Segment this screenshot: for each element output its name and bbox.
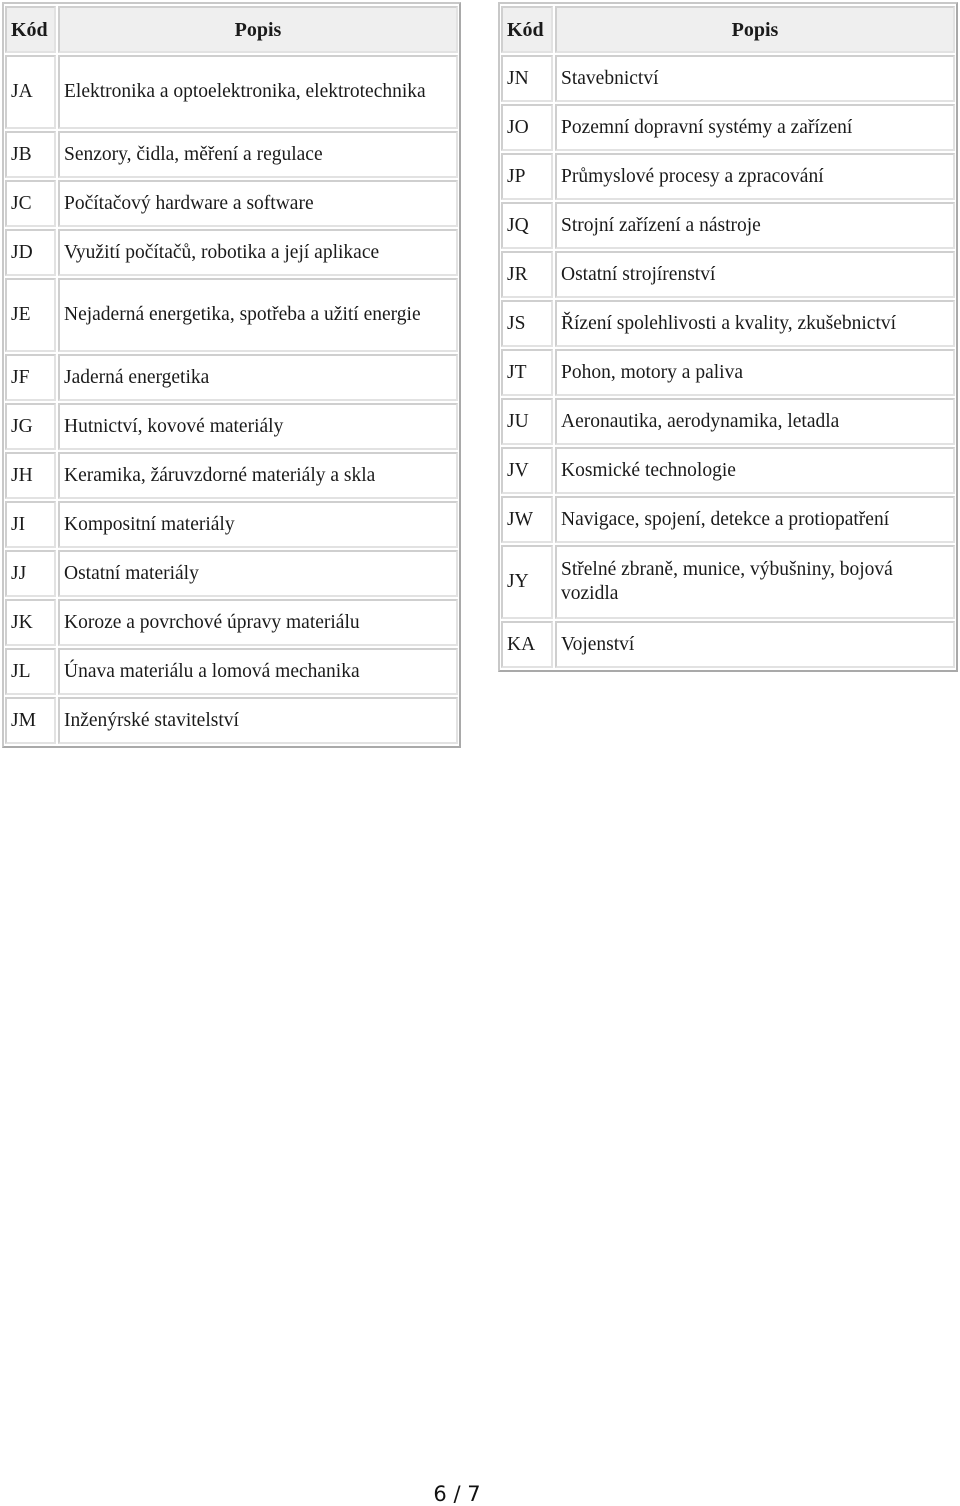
table-row [5, 550, 458, 597]
row-description: Navigace, spojení, detekce a protiopatření [555, 496, 955, 543]
table-row [5, 403, 458, 450]
row-code: JO [501, 104, 553, 151]
row-description: Využití počítačů, robotika a její aplikace [58, 229, 458, 276]
row-code: JD [5, 229, 56, 276]
row-description: Únava materiálu a lomová mechanika [58, 648, 458, 695]
row-code: JB [5, 131, 56, 178]
row-description: Keramika, žáruvzdorné materiály a skla [58, 452, 458, 499]
table-row [501, 202, 955, 249]
table-header-row [501, 6, 955, 53]
table-row [501, 300, 955, 347]
row-code: JY [501, 545, 553, 619]
row-code: JI [5, 501, 56, 548]
row-description: Hutnictví, kovové materiály [58, 403, 458, 450]
table-header-row [5, 6, 458, 53]
row-code: JV [501, 447, 553, 494]
row-code: JF [5, 354, 56, 401]
row-description: Ostatní strojírenství [555, 251, 955, 298]
row-code: JW [501, 496, 553, 543]
table-row [5, 452, 458, 499]
row-code: JK [5, 599, 56, 646]
row-code: JS [501, 300, 553, 347]
header-code: Kód [501, 6, 553, 53]
row-description: Elektronika a optoelektronika, elektrotechnika [58, 55, 458, 129]
row-code: JJ [5, 550, 56, 597]
table-row [5, 599, 458, 646]
row-code: JT [501, 349, 553, 396]
row-code: JE [5, 278, 56, 352]
table-row [501, 621, 955, 668]
table-row [501, 55, 955, 102]
row-description: Kompositní materiály [58, 501, 458, 548]
row-code: KA [501, 621, 553, 668]
row-description: Strojní zařízení a nástroje [555, 202, 955, 249]
table-row [501, 349, 955, 396]
row-description: Stavebnictví [555, 55, 955, 102]
row-code: JQ [501, 202, 553, 249]
row-code: JL [5, 648, 56, 695]
row-code: JN [501, 55, 553, 102]
table-row [501, 251, 955, 298]
table-row [5, 55, 458, 129]
row-description: Inženýrské stavitelství [58, 697, 458, 744]
row-code: JH [5, 452, 56, 499]
table-row [5, 180, 458, 227]
left-code-table [2, 2, 461, 748]
table-row [501, 545, 955, 619]
row-description: Řízení spolehlivosti a kvality, zkušebnictví [555, 300, 955, 347]
row-description: Aeronautika, aerodynamika, letadla [555, 398, 955, 445]
header-code: Kód [5, 6, 56, 53]
row-description: Pozemní dopravní systémy a zařízení [555, 104, 955, 151]
row-code: JC [5, 180, 56, 227]
table-row [5, 354, 458, 401]
row-description: Počítačový hardware a software [58, 180, 458, 227]
row-description: Střelné zbraně, munice, výbušniny, bojová vozidla [555, 545, 955, 619]
table-row [5, 501, 458, 548]
row-code: JG [5, 403, 56, 450]
row-description: Vojenství [555, 621, 955, 668]
row-description: Pohon, motory a paliva [555, 349, 955, 396]
table-row [501, 153, 955, 200]
table-row [5, 229, 458, 276]
row-code: JM [5, 697, 56, 744]
header-description: Popis [555, 6, 955, 53]
table-row [5, 648, 458, 695]
table-row [501, 104, 955, 151]
row-code: JR [501, 251, 553, 298]
row-description: Nejaderná energetika, spotřeba a užití energie [58, 278, 458, 352]
header-description: Popis [58, 6, 458, 53]
table-row [5, 278, 458, 352]
row-code: JP [501, 153, 553, 200]
row-description: Senzory, čidla, měření a regulace [58, 131, 458, 178]
table-row [5, 697, 458, 744]
table-row [501, 496, 955, 543]
table-row [501, 398, 955, 445]
row-code: JA [5, 55, 56, 129]
row-description: Jaderná energetika [58, 354, 458, 401]
table-row [5, 131, 458, 178]
row-description: Ostatní materiály [58, 550, 458, 597]
row-code: JU [501, 398, 553, 445]
row-description: Průmyslové procesy a zpracování [555, 153, 955, 200]
row-description: Kosmické technologie [555, 447, 955, 494]
row-description: Koroze a povrchové úpravy materiálu [58, 599, 458, 646]
right-code-table [498, 2, 958, 672]
page-number: 6 / 7 [433, 1482, 481, 1506]
table-row [501, 447, 955, 494]
